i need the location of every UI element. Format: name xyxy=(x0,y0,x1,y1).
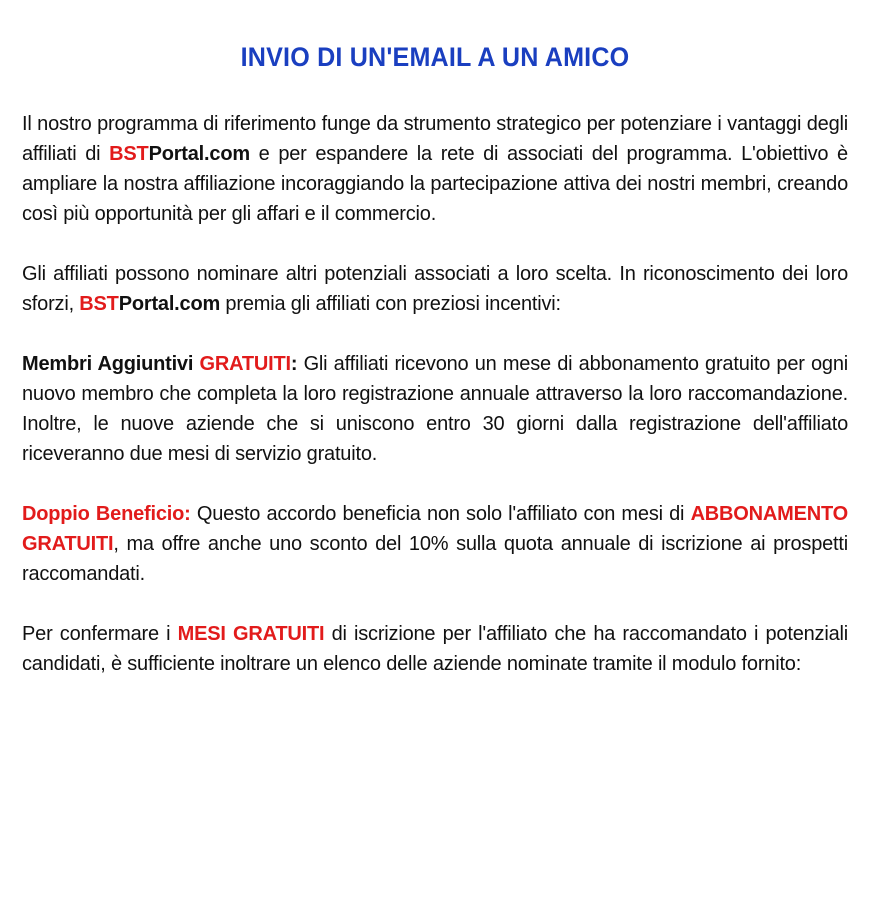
double-benefit-paragraph xyxy=(22,499,848,589)
intro-text-start: Il nostro programma di riferimento funge da strumento strategico per potenziare i vantaggi degli affiliati di xyxy=(22,113,848,165)
confirm-paragraph xyxy=(22,619,848,679)
nomination-text-start: Gli affiliati possono nominare altri potenziali associati a loro scelta. In riconoscimento dei loro sforzi, xyxy=(22,263,848,315)
members-heading-red: GRATUITI xyxy=(199,353,291,375)
intro-text-end: e per espandere la rete di associati del programma. L'obiettivo è ampliare la nostra affiliazione incoraggiando la partecipazione attiva dei nostri membri, creando così più opportunità per gli affari e il commercio. xyxy=(22,143,848,225)
double-benefit-text-end: , ma offre anche uno sconto del 10% sulla quota annuale di iscrizione ai prospetti raccomandati. xyxy=(22,533,848,585)
brand-name xyxy=(79,293,220,315)
members-paragraph xyxy=(22,349,848,469)
double-benefit-heading: Doppio Beneficio: xyxy=(22,503,191,525)
double-benefit-text-start: Questo accordo beneficia non solo l'affiliato con mesi di xyxy=(190,503,691,525)
members-text: Gli affiliati ricevono un mese di abbonamento gratuito per ogni nuovo membro che completa la loro registrazione annuale attraverso la loro raccomandazione. Inoltre, le nuove aziende che si uniscono entro 30 giorni dalla registrazione dell'affiliato riceveranno due mesi di servizio gratuito. xyxy=(22,353,848,465)
members-heading: Membri Aggiuntivi xyxy=(22,353,200,375)
page-title: INVIO DI UN'EMAIL A UN AMICO xyxy=(240,42,630,72)
nomination-text-end: premia gli affiliati con preziosi incentivi: xyxy=(220,293,561,315)
confirm-text-start: Per confermare i xyxy=(22,623,178,645)
nomination-paragraph xyxy=(22,259,848,319)
members-heading-colon: : xyxy=(290,353,298,375)
brand-red: BST xyxy=(109,143,149,165)
intro-paragraph xyxy=(22,109,848,229)
brand-name xyxy=(109,143,250,165)
confirm-text-end: di iscrizione per l'affiliato che ha raccomandato i potenziali candidati, è sufficiente inoltrare un elenco delle aziende nominate tramite il modulo fornito: xyxy=(22,623,848,675)
brand-dark: Portal.com xyxy=(148,143,250,165)
brand-dark: Portal.com xyxy=(118,293,221,315)
free-subscription-highlight: ABBONAMENTO GRATUITI xyxy=(22,503,848,555)
free-months-highlight: MESI GRATUITI xyxy=(177,623,325,645)
brand-red: BST xyxy=(79,293,119,315)
